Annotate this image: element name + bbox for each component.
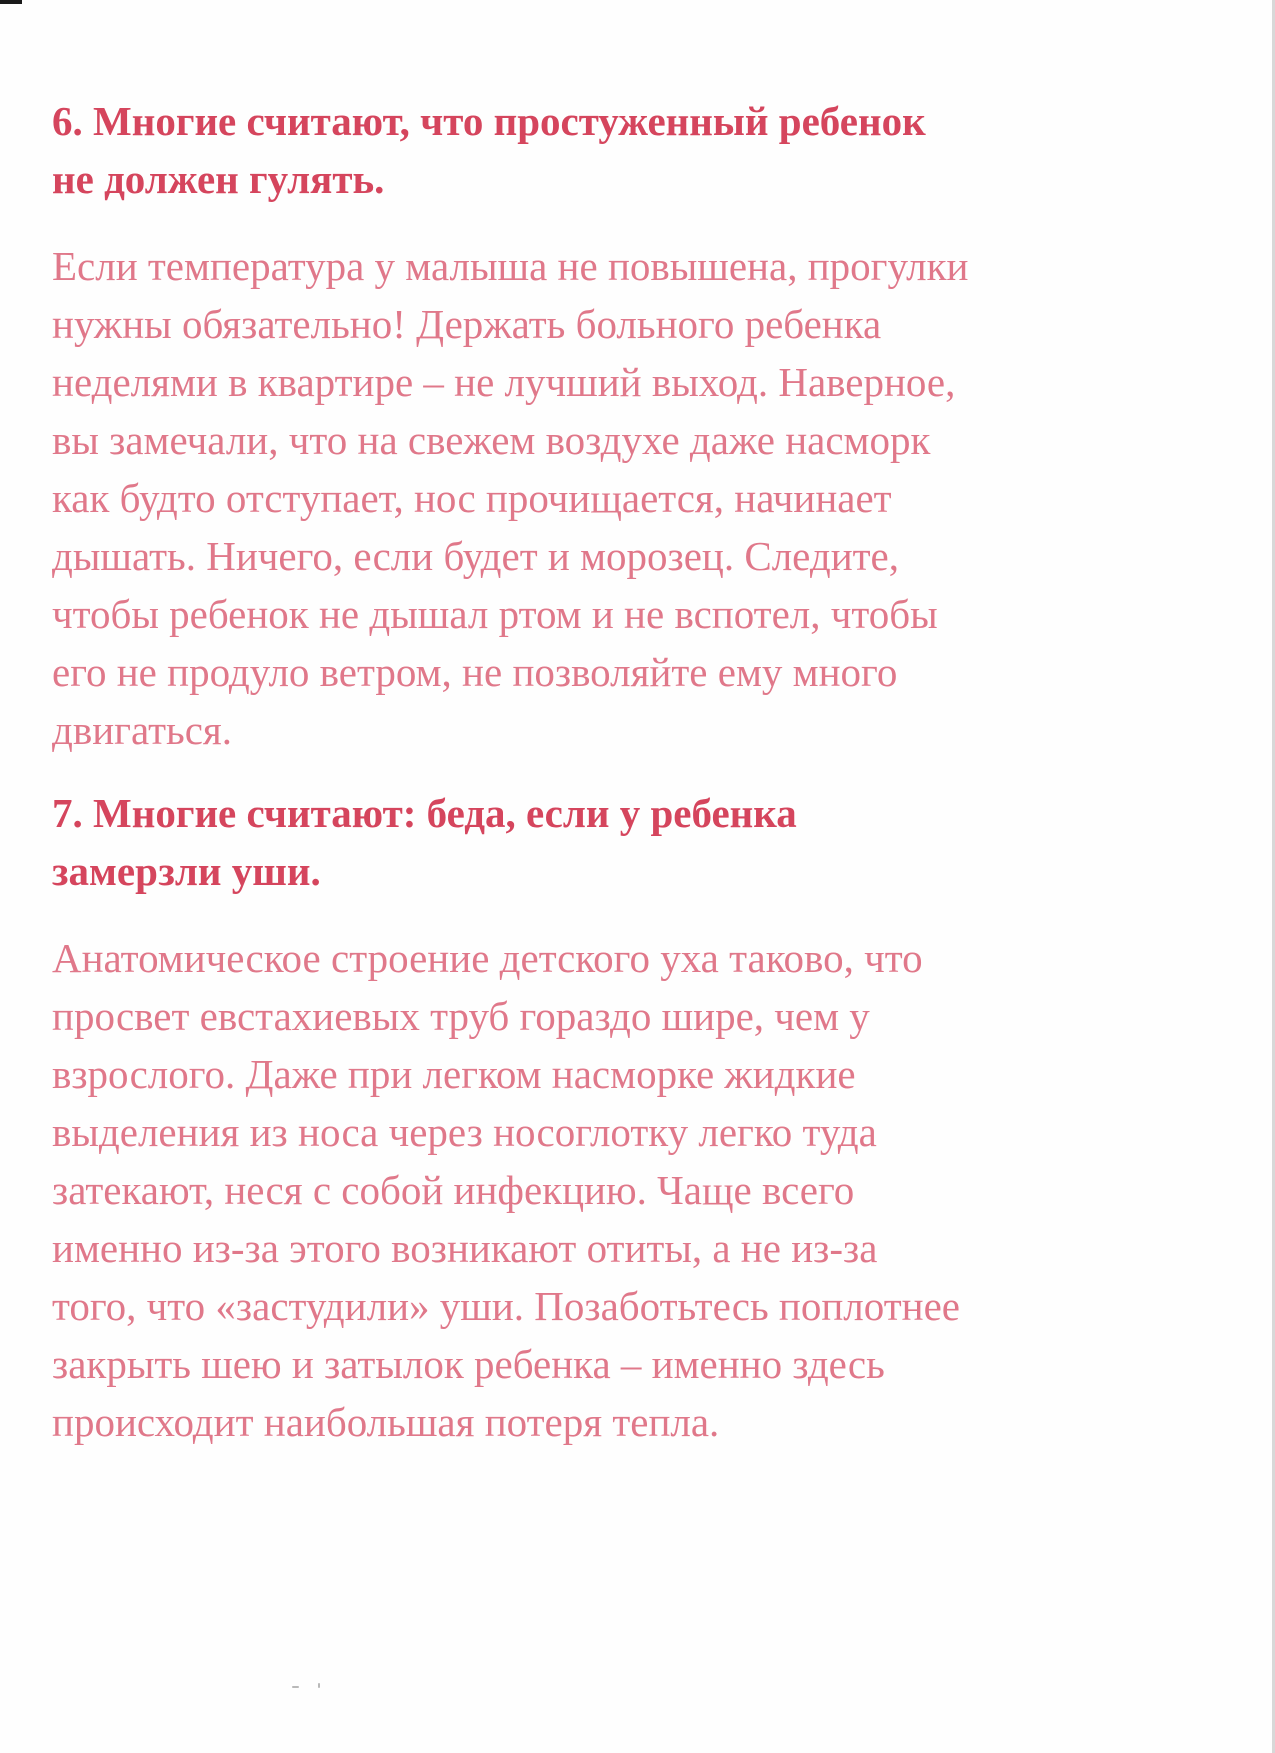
article-content <box>52 92 1222 1451</box>
section-6-heading: 6. Многие считают, что простуженный ребенок не должен гулять. <box>52 98 926 202</box>
scan-corner-mark <box>0 0 22 4</box>
section-6-body: Если температура у малыша не повышена, прогулки нужны обязательно! Держать больного ребенка неделями в квартире – не лучший выход. Наверное, вы замечали, что на свежем воздухе даже насморк как будто отступает, нос прочищается, начинает дышать. Ничего, если будет и морозец. Следите, чтобы ребенок не дышал ртом и не вспотел, чтобы его не продуло ветром, не позволяйте ему много двигаться. <box>52 243 969 753</box>
section-7-heading: 7. Многие считают: беда, если у ребенка замерзли уши. <box>52 790 797 894</box>
section-7-body: Анатомическое строение детского уха таково, что просвет евстахиевых труб гораздо шире, чем у взрослого. Даже при легком насморке жидкие выделения из носа через носоглотку легко туда затекают, неся с собой инфекцию. Чаще всего именно из-за этого возникают отиты, а не из-за того, что «застудили» уши. Позаботьтесь поплотнее закрыть шею и затылок ребенка – именно здесь происходит наибольшая потеря тепла. <box>52 935 960 1445</box>
scan-dust-specks <box>292 1683 322 1689</box>
